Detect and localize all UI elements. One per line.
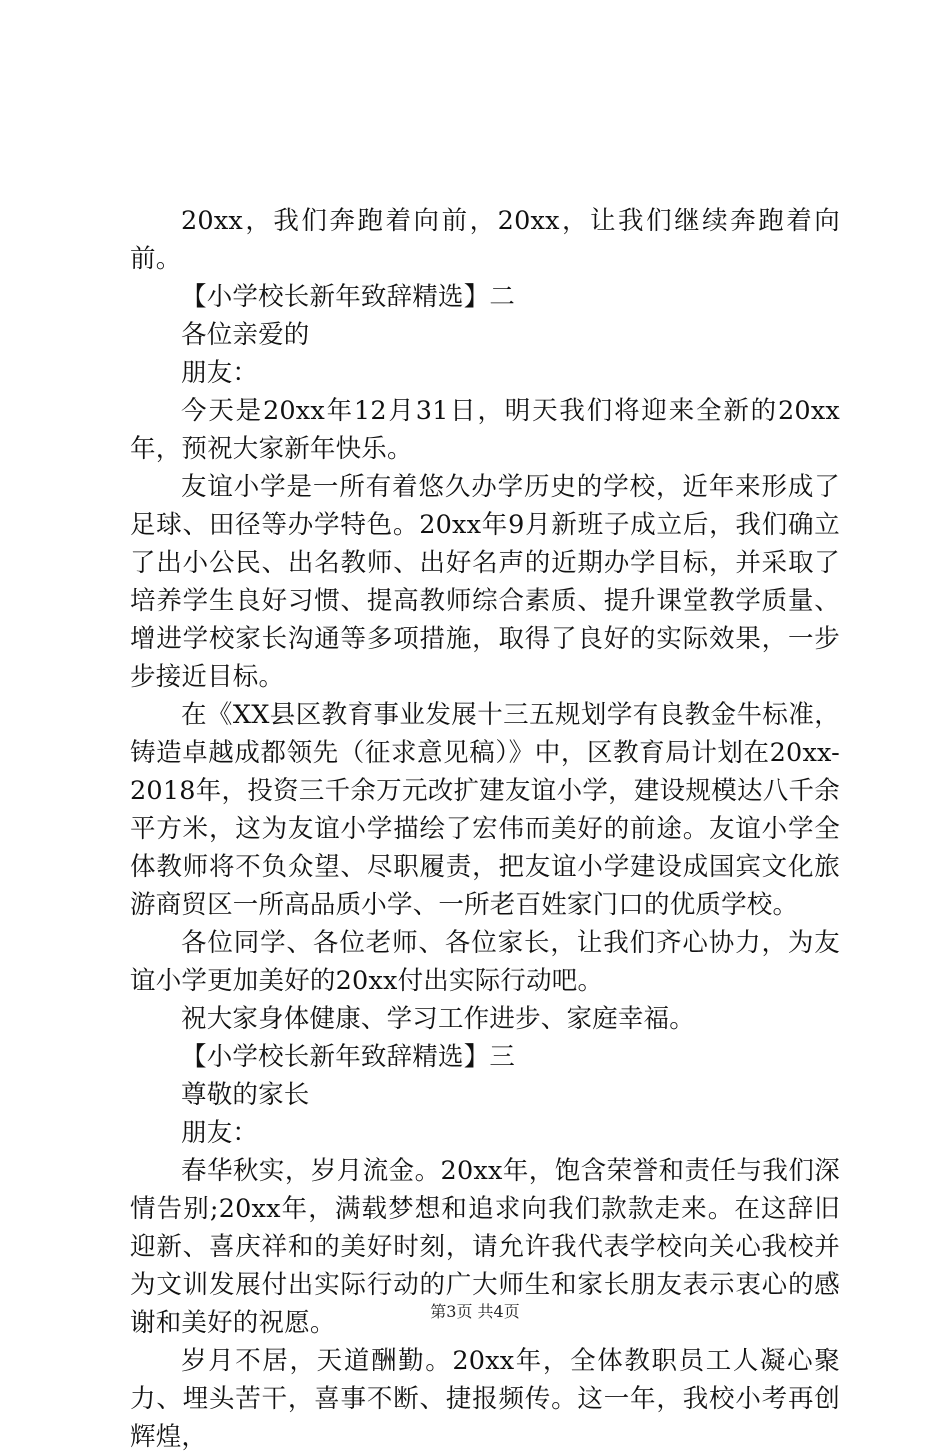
- salutation-line-2: 朋友：: [181, 358, 259, 388]
- paragraph-achievements: 岁月不居，天道酬勤。20xx年，全体教职员工人凝心聚力、埋头苦干，喜事不断、捷报频传。这一年，我校小考再创辉煌，: [130, 1346, 840, 1452]
- salutation-line-1: 各位亲爱的: [181, 320, 310, 350]
- section-heading-three: 【小学校长新年致辞精选】三: [181, 1042, 516, 1072]
- paragraph-development-plan: 在《XX县区教育事业发展十三五规划学有良教金牛标准，铸造卓越成都领先（征求意见稿）》中，区教育局计划在20xx-2018年，投资三千余万元改扩建友谊小学，建设规模达八千余平方米，这为友谊小学描绘了宏伟而美好的前途。友谊小学全体教师将不负众望、尽职履责，把友谊小学建设成国宾文化旅游商贸区一所高品质小学、一所老百姓家门口的优质学校。: [130, 700, 840, 920]
- document-body: [130, 202, 840, 1456]
- paragraph-school-intro: 友谊小学是一所有着悠久办学历史的学校，近年来形成了足球、田径等办学特色。20xx年9月新班子成立后，我们确立了出小公民、出名教师、出好名声的近期办学目标，并采取了培养学生良好习惯、提高教师综合素质、提升课堂教学质量、增进学校家长沟通等多项措施，取得了良好的实际效果，一步步接近目标。: [130, 472, 840, 692]
- paragraph-closing-line: 20xx，我们奔跑着向前，20xx，让我们继续奔跑着向前。: [130, 206, 840, 274]
- section-heading-two: 【小学校长新年致辞精选】二: [181, 282, 516, 312]
- paragraph-new-year-date: 今天是20xx年12月31日，明天我们将迎来全新的20xx年，预祝大家新年快乐。: [130, 396, 840, 464]
- page-footer: 第3页 共4页: [430, 1302, 520, 1321]
- paragraph-farewell-welcome: 春华秋实，岁月流金。20xx年，饱含荣誉和责任与我们深情告别;20xx年，满载梦想和追求向我们款款走来。在这辞旧迎新、喜庆祥和的美好时刻，请允许我代表学校向关心我校并为文训发展付出实际行动的广大师生和家长朋友表示衷心的感谢和美好的祝愿。: [130, 1156, 840, 1338]
- paragraph-wishes: 祝大家身体健康、学习工作进步、家庭幸福。: [181, 1004, 696, 1034]
- paragraph-call-to-action: 各位同学、各位老师、各位家长，让我们齐心协力，为友谊小学更加美好的20xx付出实际行动吧。: [130, 928, 840, 996]
- salutation-line-3: 尊敬的家长: [181, 1080, 310, 1110]
- salutation-line-4: 朋友：: [181, 1118, 259, 1148]
